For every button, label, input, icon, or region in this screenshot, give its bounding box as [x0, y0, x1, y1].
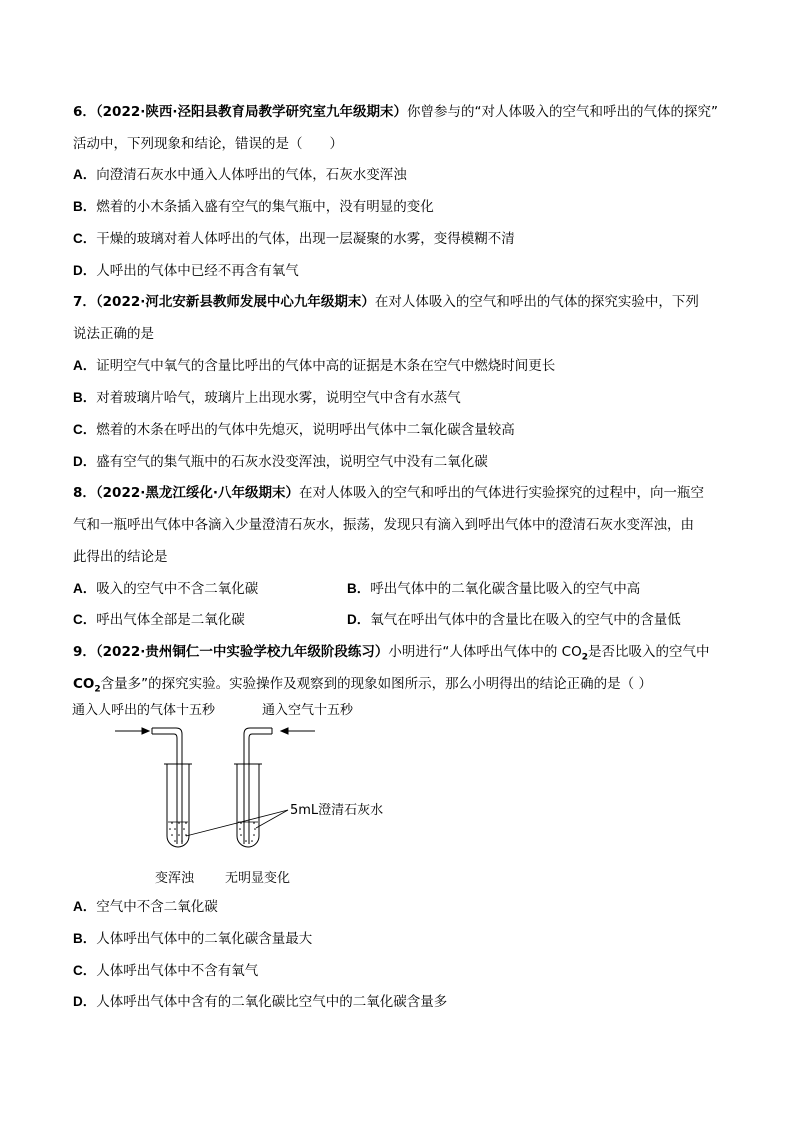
option-text: 人呼出的气体中已经不再含有氧气 [96, 263, 299, 279]
q9-stem-line2 [73, 674, 652, 700]
q8-stem-line1 [73, 483, 704, 503]
q9-stem-sub1: 2 [581, 652, 588, 663]
option-label: A． [73, 358, 97, 373]
q6-option-b[interactable] [73, 197, 434, 217]
figure-label-exhaled-gas: 通入人呼出的气体十五秒 [72, 703, 216, 718]
q8-stem-line3: 此得出的结论是 [73, 549, 168, 565]
q8-stem-line2: 气和一瓶呼出气体中各滴入少量澄清石灰水，振荡，发现只有滴入到呼出气体中的澄清石灰水变浑浊，由 [73, 517, 694, 533]
option-label: D． [347, 612, 371, 627]
q9-stem-line1 [73, 642, 709, 668]
option-label: A． [73, 581, 97, 596]
q9-option-c[interactable] [73, 961, 258, 981]
q7-option-d[interactable] [73, 452, 488, 472]
q7-stem-line2: 说法正确的是 [73, 326, 154, 342]
q9-stem-text2a: CO [73, 676, 95, 692]
q6-option-d[interactable] [73, 261, 299, 281]
q7-option-c[interactable] [73, 420, 515, 440]
right-liquid-dots [239, 822, 256, 842]
option-label: C． [73, 231, 97, 246]
q9-source: （2022·贵州铜仁一中实验学校九年级阶段练习） [95, 644, 389, 660]
arrow-right-icon [281, 728, 315, 734]
q9-option-d[interactable] [73, 992, 447, 1012]
q8-stem-text1: 在对人体吸入的空气和呼出的气体进行实验探究的过程中，向一瓶空 [299, 485, 704, 501]
q9-stem-text1b: 是否比吸入的空气中 [587, 644, 710, 660]
option-label: C． [73, 963, 97, 978]
option-text: 盛有空气的集气瓶中的石灰水没变浑浊，说明空气中没有二氧化碳 [96, 454, 488, 470]
option-label: C． [73, 612, 97, 627]
q6-stem-text1: 你曾参与的“对人体吸入的空气和呼出的气体的探究” [407, 104, 718, 120]
q7-option-b[interactable] [73, 388, 461, 408]
q9-stem-text1a: 小明进行“人体呼出气体中的 CO [388, 644, 582, 660]
option-text: 呼出气体中的二氧化碳含量比吸入的空气中高 [370, 581, 641, 597]
option-text: 对着玻璃片哈气，玻璃片上出现水雾，说明空气中含有水蒸气 [96, 390, 461, 406]
option-label: A． [73, 899, 97, 914]
experiment-diagram [60, 698, 420, 893]
option-text: 向澄清石灰水中通入人体呼出的气体，石灰水变浑浊 [96, 167, 407, 183]
option-text: 人体呼出气体中的二氧化碳含量最大 [96, 931, 313, 947]
q6-stem-line1 [73, 102, 718, 122]
option-text: 氧气在呼出气体中的含量比在吸入的空气中的含量低 [370, 612, 681, 628]
option-label: B． [73, 199, 97, 214]
q7-option-a[interactable] [73, 356, 555, 376]
q7-stem-line1 [73, 292, 699, 312]
option-label: D． [73, 454, 97, 469]
q8-option-a[interactable] [73, 579, 258, 599]
q6-option-c[interactable] [73, 229, 515, 249]
q6-option-a[interactable] [73, 165, 407, 185]
q9-option-b[interactable] [73, 929, 312, 949]
option-text: 燃着的木条在呼出的气体中先熄灭，说明呼出气体中二氧化碳含量较高 [96, 422, 515, 438]
test-tube-figure [60, 698, 420, 893]
figure-label-no-change: 无明显变化 [225, 871, 291, 886]
left-liquid-dots [169, 822, 187, 842]
q8-option-c[interactable] [73, 610, 245, 630]
option-label: D． [73, 994, 97, 1009]
q9-stem-text2b: 含量多”的探究实验。实验操作及观察到的现象如图所示，那么小明得出的结论正确的是（ ） [100, 676, 652, 692]
q6-number: 6． [73, 104, 96, 120]
option-text: 人体呼出气体中含有的二氧化碳比空气中的二氧化碳含量多 [96, 994, 448, 1010]
q7-stem-text1: 在对人体吸入的空气和呼出的气体的探究实验中，下列 [374, 294, 699, 310]
option-label: A． [73, 167, 97, 182]
figure-label-air: 通入空气十五秒 [262, 703, 354, 718]
left-test-tube [152, 728, 192, 847]
option-label: B． [73, 390, 97, 405]
q8-option-d[interactable] [347, 610, 681, 630]
option-text: 干燥的玻璃对着人体呼出的气体，出现一层凝聚的水雾，变得模糊不清 [96, 231, 515, 247]
option-label: B． [347, 581, 371, 596]
q7-source: （2022·河北安新县教师发展中心九年级期末） [95, 294, 375, 310]
q8-option-b[interactable] [347, 579, 640, 599]
q8-source: （2022·黑龙江绥化·八年级期末） [95, 485, 299, 501]
q6-stem-line2: 活动中，下列现象和结论，错误的是（ ） [73, 136, 343, 152]
option-text: 证明空气中氧气的含量比呼出的气体中高的证据是木条在空气中燃烧时间更长 [96, 358, 556, 374]
q7-number: 7． [73, 294, 96, 310]
option-label: D． [73, 263, 97, 278]
option-text: 人体呼出气体中不含有氧气 [96, 963, 259, 979]
option-text: 呼出气体全部是二氧化碳 [96, 612, 245, 628]
q6-source: （2022·陕西·泾阳县教育局教学研究室九年级期末） [95, 104, 407, 120]
q9-stem-sub2: 2 [94, 684, 101, 695]
option-text: 空气中不含二氧化碳 [96, 899, 218, 915]
figure-label-turbid: 变浑浊 [155, 871, 195, 886]
option-label: B． [73, 931, 97, 946]
option-text: 燃着的小木条插入盛有空气的集气瓶中，没有明显的变化 [96, 199, 434, 215]
arrow-left-icon [115, 728, 149, 734]
q9-option-a[interactable] [73, 897, 218, 917]
figure-label-limewater: 5mL澄清石灰水 [290, 803, 384, 818]
option-label: C． [73, 422, 97, 437]
q8-number: 8． [73, 485, 96, 501]
q9-number: 9． [73, 644, 96, 660]
option-text: 吸入的空气中不含二氧化碳 [96, 581, 259, 597]
